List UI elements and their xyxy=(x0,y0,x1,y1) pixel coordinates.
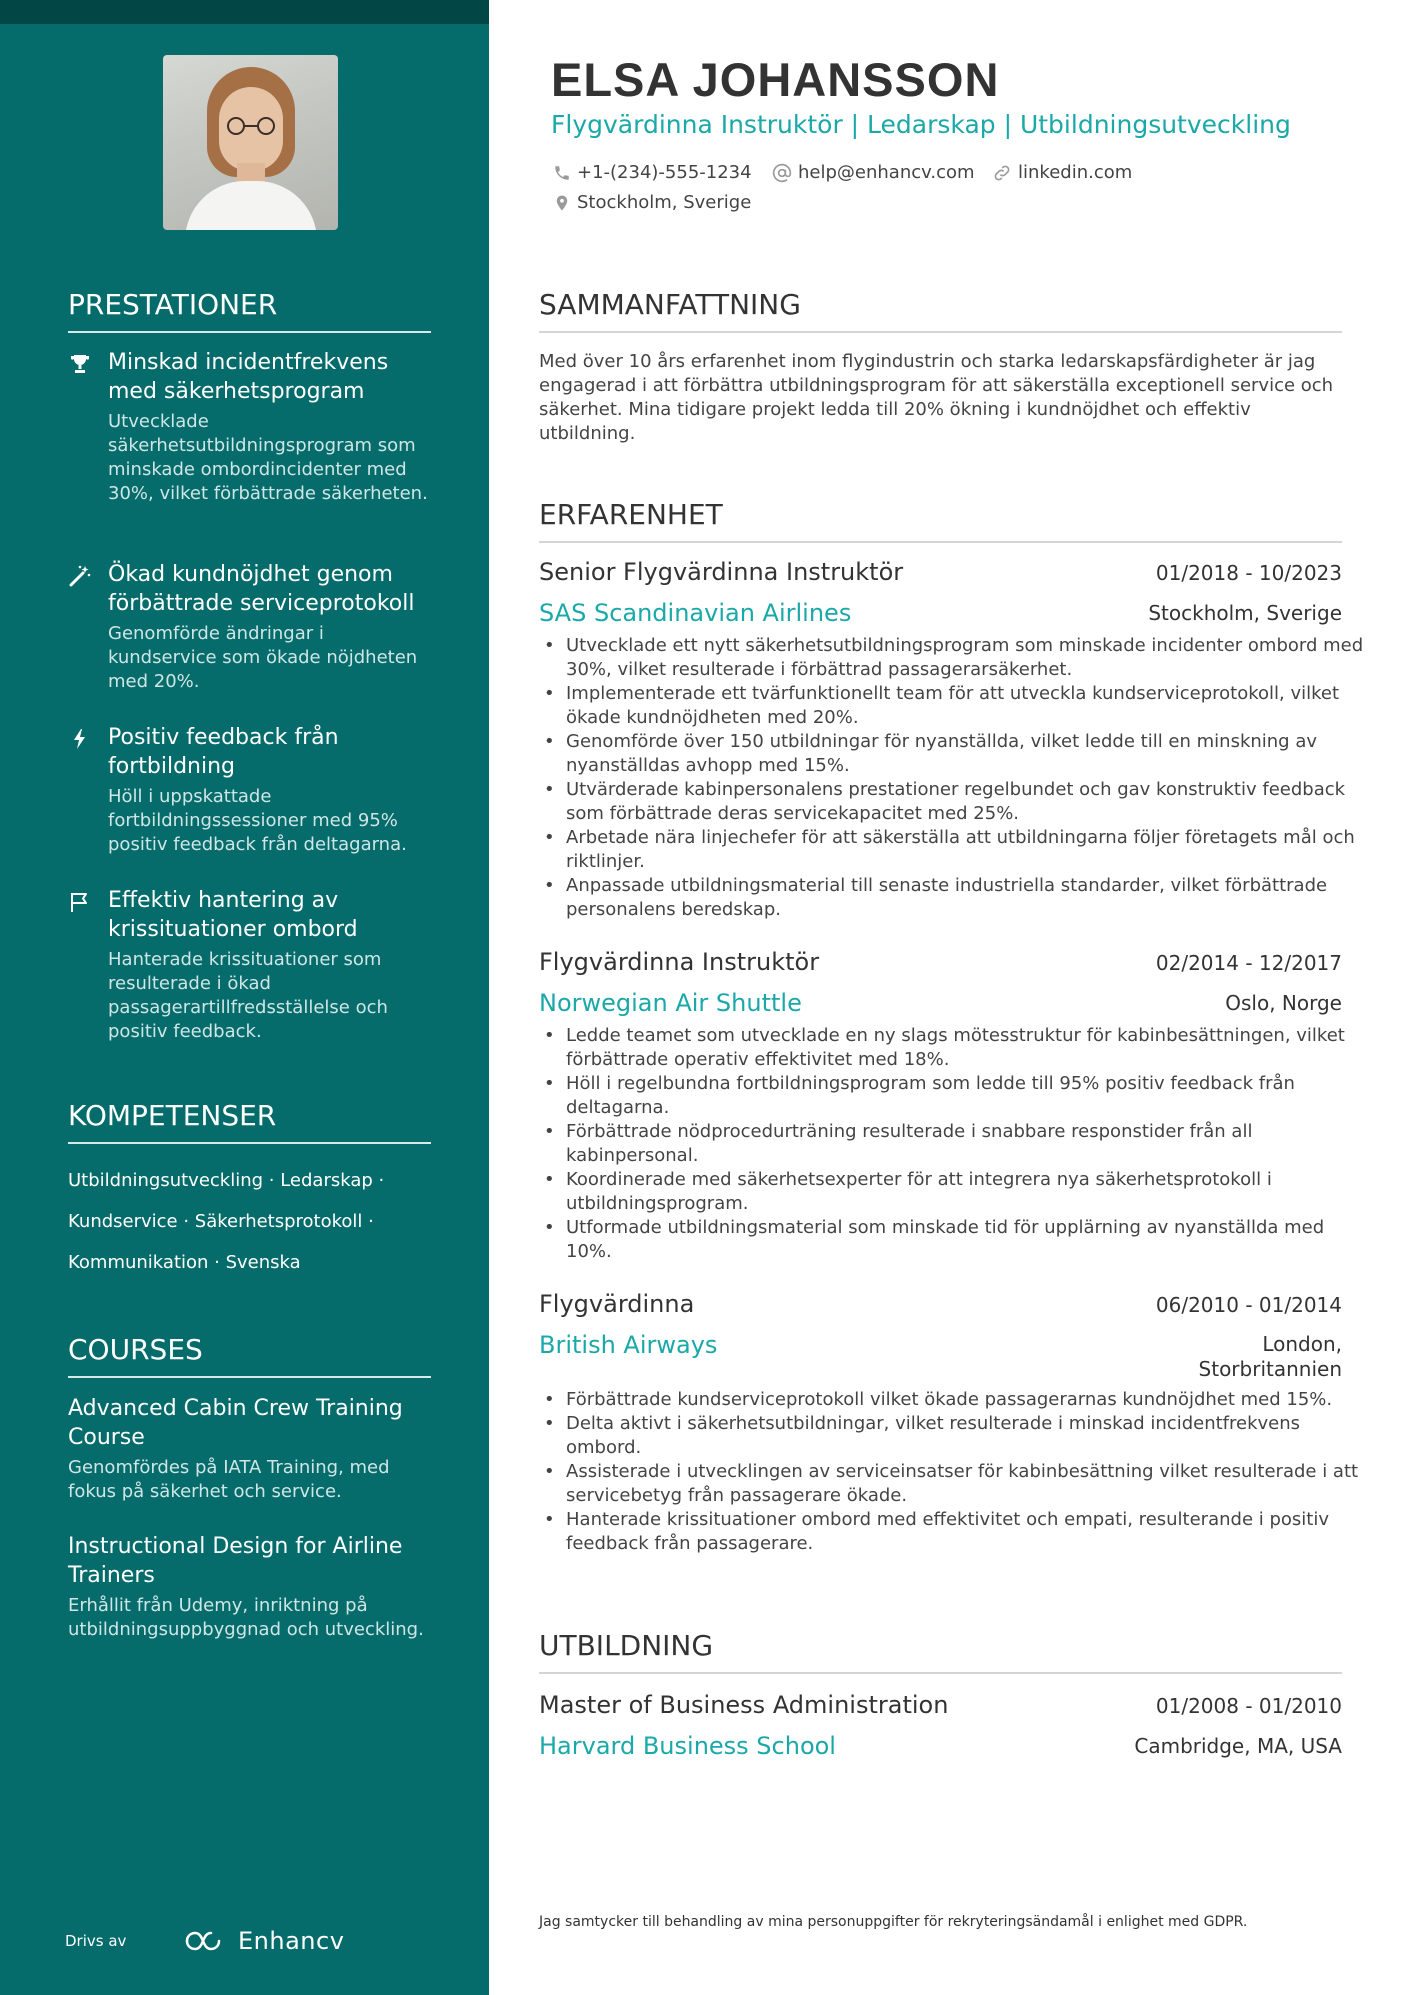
contact-location xyxy=(553,192,751,213)
achievement-title: Positiv feedback från fortbildning xyxy=(108,725,339,779)
powered-by-label: Drivs av xyxy=(65,1932,127,1950)
course-desc: Erhållit från Udemy, inriktning på utbildningsuppbyggnad och utveckling. xyxy=(68,1595,424,1640)
education-location: Cambridge, MA, USA xyxy=(1134,1734,1342,1758)
job-bullet: • Förbättrade kundserviceprotokoll vilket ökade passagerarnas kundnöjdhet med 15%. xyxy=(566,1388,1369,1412)
skills-line: Utbildningsutveckling · Ledarskap · xyxy=(68,1170,385,1191)
job-bullet: • Ledde teamet som utvecklade en ny slags mötesstruktur för kabinbesättningen, vilket förbättrade operativ effektivitet med 18%. xyxy=(566,1024,1369,1072)
degree-title: Master of Business Administration xyxy=(539,1691,949,1719)
achievement-desc: Genomförde ändringar i kundservice som ökade nöjdheten med 20%. xyxy=(108,623,418,692)
job-bullets xyxy=(539,1024,1369,1264)
job-dates: 06/2010 - 01/2014 xyxy=(1155,1293,1342,1317)
email-text: help@enhancv.com xyxy=(798,162,975,183)
magic-wand-icon xyxy=(68,564,92,588)
experience-heading: ERFARENHET xyxy=(539,498,1342,543)
job-title: Senior Flygvärdinna Instruktör xyxy=(539,558,904,586)
achievement-item xyxy=(68,348,438,506)
skills-list xyxy=(68,1160,438,1283)
course-item xyxy=(68,1532,438,1642)
education-dates: 01/2008 - 01/2010 xyxy=(1155,1694,1342,1718)
contact-email[interactable] xyxy=(772,162,975,183)
sidebar-top-band xyxy=(0,0,489,24)
job-bullet: • Utformade utbildningsmaterial som minskade tid för upplärning av nyanställda med 10%. xyxy=(566,1216,1369,1264)
trophy-icon xyxy=(68,352,92,376)
company-name[interactable]: SAS Scandinavian Airlines xyxy=(539,599,852,627)
candidate-tagline: Flygvärdinna Instruktör | Ledarskap | Utbildningsutveckling xyxy=(551,110,1291,139)
enhancv-logo-text: Enhancv xyxy=(238,1927,345,1955)
candidate-name: ELSA JOHANSSON xyxy=(551,53,1000,106)
achievements-heading: PRESTATIONER xyxy=(68,288,431,333)
job-bullets xyxy=(539,634,1369,922)
job-bullet: • Arbetade nära linjechefer för att säkerställa att utbildningarna följer företagets mål och riktlinjer. xyxy=(566,826,1369,874)
achievement-desc: Hanterade krissituationer som resulterade i ökad passagerartillfredsställelse och positiv feedback. xyxy=(108,949,388,1042)
skills-line: Kommunikation · Svenska xyxy=(68,1252,301,1273)
lightning-icon xyxy=(68,727,92,751)
course-desc: Genomfördes på IATA Training, med fokus på säkerhet och service. xyxy=(68,1457,390,1502)
contact-phone[interactable] xyxy=(553,162,752,183)
job-location-line: Storbritannien xyxy=(1198,1357,1342,1381)
job-location-line: London, xyxy=(1262,1332,1342,1356)
job-bullet: • Assisterade i utvecklingen av serviceinsatser för kabinbesättning vilket resulterade i att servicebetyg från passagerare ökade. xyxy=(566,1460,1369,1508)
link-icon xyxy=(992,163,1012,183)
job-bullets xyxy=(539,1388,1369,1556)
education-heading: UTBILDNING xyxy=(539,1629,1342,1674)
job-bullet: • Utvecklade ett nytt säkerhetsutbildningsprogram som minskade incidenter ombord med 30%, vilket resulterade i förbättrad passagerarsäkerhet. xyxy=(566,634,1369,682)
linkedin-text: linkedin.com xyxy=(1018,162,1133,183)
courses-heading: COURSES xyxy=(68,1333,431,1378)
phone-icon xyxy=(553,164,571,182)
achievement-item xyxy=(68,723,438,857)
job-bullet: • Delta aktivt i säkerhetsutbildningar, vilket resulterade i minskad incidentfrekvens ombord. xyxy=(566,1412,1369,1460)
achievement-item xyxy=(68,886,438,1044)
glasses-drawing xyxy=(221,117,281,135)
profile-photo xyxy=(163,55,338,230)
achievement-desc: Utvecklade säkerhetsutbildningsprogram som minskade ombordincidenter med 30%, vilket förbättrade säkerheten. xyxy=(108,411,428,504)
enhancv-logo[interactable] xyxy=(184,1921,344,1961)
job-dates: 01/2018 - 10/2023 xyxy=(1155,561,1342,585)
gdpr-consent: Jag samtycker till behandling av mina personuppgifter för rekryteringsändamål i enlighet med GDPR. xyxy=(539,1914,1248,1930)
job-bullet: • Förbättrade nödprocedurträning resulterade i snabbare responstider från all kabinpersonal. xyxy=(566,1120,1369,1168)
course-title: Instructional Design for Airline Trainers xyxy=(68,1534,403,1588)
job-bullet: • Implementerade ett tvärfunktionellt team för att utveckla kundserviceprotokoll, vilket ökade kundnöjdheten med 20%. xyxy=(566,682,1369,730)
achievement-title: Minskad incidentfrekvens med säkerhetsprogram xyxy=(108,350,389,404)
sidebar xyxy=(0,0,489,1995)
contact-linkedin[interactable] xyxy=(992,162,1132,183)
skills-heading: KOMPETENSER xyxy=(68,1099,431,1144)
skills-line: Kundservice · Säkerhetsprotokoll · xyxy=(68,1211,374,1232)
location-pin-icon xyxy=(553,193,571,213)
job-title: Flygvärdinna Instruktör xyxy=(539,948,820,976)
phone-text: +1-(234)-555-1234 xyxy=(577,162,752,183)
flag-icon xyxy=(68,890,92,914)
achievement-title: Ökad kundnöjdhet genom förbättrade serviceprotokoll xyxy=(108,562,415,616)
job-bullet: • Koordinerade med säkerhetsexperter för att integrera nya säkerhetsprotokoll i utbildningsprogram. xyxy=(566,1168,1369,1216)
job-location xyxy=(1199,1332,1342,1382)
job-bullet: • Hanterade krissituationer ombord med effektivitet och empati, resulterande i positiv feedback från passagerare. xyxy=(566,1508,1369,1556)
achievement-title: Effektiv hantering av krissituationer ombord xyxy=(108,888,358,942)
job-bullet: • Genomförde över 150 utbildningar för nyanställda, vilket ledde till en minskning av nyanställdas avhopp med 15%. xyxy=(566,730,1369,778)
course-title: Advanced Cabin Crew Training Course xyxy=(68,1396,403,1450)
summary-heading: SAMMANFATTNING xyxy=(539,288,1342,333)
job-location: Oslo, Norge xyxy=(1225,991,1342,1015)
job-bullet: • Anpassade utbildningsmaterial till senaste industriella standarder, vilket förbättrade personalens beredskap. xyxy=(566,874,1369,922)
location-text: Stockholm, Sverige xyxy=(577,192,752,213)
school-name[interactable]: Harvard Business School xyxy=(539,1732,836,1760)
summary-text: Med över 10 års erfarenhet inom flygindustrin och starka ledarskapsfärdigheter är jag engagerad i att förbättra utbildningsprogram för att säkerställa exceptionell service och säkerhet. Mina tidigare projekt ledda till 20% ökning i kundnöjdhet och effektiv utbildning. xyxy=(539,351,1334,444)
job-bullet: • Höll i regelbundna fortbildningsprogram som ledde till 95% positiv feedback från deltagarna. xyxy=(566,1072,1369,1120)
company-name[interactable]: Norwegian Air Shuttle xyxy=(539,989,802,1017)
enhancv-logo-icon xyxy=(184,1929,230,1953)
job-title: Flygvärdinna xyxy=(539,1290,695,1318)
job-bullet: • Utvärderade kabinpersonalens prestationer regelbundet och gav konstruktiv feedback som förbättrade deras servicekapacitet med 25%. xyxy=(566,778,1369,826)
achievement-desc: Höll i uppskattade fortbildningssessioner med 95% positiv feedback från deltagarna. xyxy=(108,786,407,855)
company-name[interactable]: British Airways xyxy=(539,1331,718,1359)
achievement-item xyxy=(68,560,438,694)
at-sign-icon xyxy=(772,163,792,183)
job-dates: 02/2014 - 12/2017 xyxy=(1155,951,1342,975)
job-location: Stockholm, Sverige xyxy=(1148,601,1342,625)
course-item xyxy=(68,1394,438,1504)
